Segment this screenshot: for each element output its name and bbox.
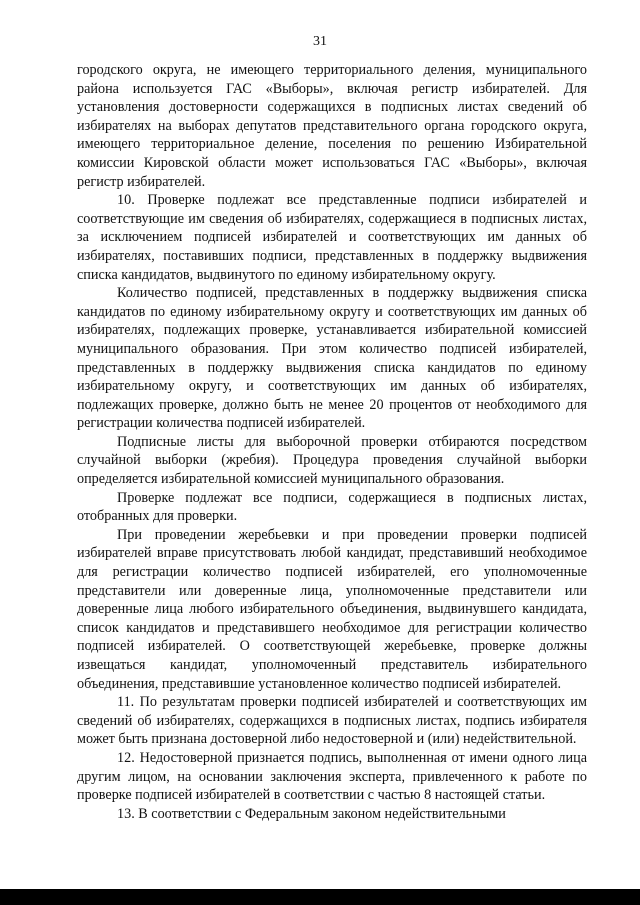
- paragraph-item-12: 12. Недостоверной признается подпись, выполненная от имени одного лица другим лицом, на основании заключения эксперта, привлеченного к работе по проверке подписей избирателей в соответствии с частью 8 настоящей статьи.: [77, 749, 587, 804]
- paragraph-item-11: 11. По результатам проверки подписей избирателей и соответствующих им сведений об избирателях, содержащихся в подписных листах, подпись избирателя может быть признана достоверной либо недостоверной и (или) недействительной.: [77, 694, 587, 748]
- paragraph-signature-count: Количество подписей, представленных в поддержку выдвижения списка кандидатов по единому избирательному округу и соответствующих им данных об избирателях, подлежащих проверке, устанавливается избирательной комиссией муниципального образования. При этом количество подписей избирателей, представленных в поддержку выдвижения списка кандидатов по единому избирательному округу, и соответствующих им данных об избирателях, подлежащих проверке, должно быть не менее 20 процентов от необходимого для регистрации количества подписей избирателей.: [77, 285, 587, 432]
- paragraph-item-10: 10. Проверке подлежат все представленные подписи избирателей и соответствующие им сведения об избирателях, содержащиеся в подписных листах, за исключением подписей избирателей и соответствующих им данных об избирателях, поставивших подписи, представленных в поддержку выдвижения списка кандидатов, выдвинутого по единому избирательному округу.: [77, 192, 587, 283]
- paragraph-all-signatures: Проверке подлежат все подписи, содержащиеся в подписных листах, отобранных для проверки.: [77, 489, 587, 525]
- paragraph-item-13: 13. В соответствии с Федеральным законом недействительными: [117, 805, 506, 822]
- paragraph-continuation: городского округа, не имеющего территориального деления, муниципального района используется ГАС «Выборы», включая регистр избирателей. Для установления достоверности содержащихся в подписных листах сведений об избирателях на выборах депутатов представительного органа городского округа, имеющего территориальное деление, поселения по решению Избирательной комиссии Кировской области может использоваться ГАС «Выборы», включая регистр избирателей.: [77, 62, 587, 190]
- paragraph-observers: При проведении жеребьевки и при проведении проверки подписей избирателей вправе присутствовать любой кандидат, представивший необходимое для регистрации количество подписей избирателей, его уполномоченные представители или доверенные лица, уполномоченные представители или доверенные лица любого избирательного объединения, выдвинувшего кандидата, список кандидатов и представившего необходимое для регистрации количество подписей избирателей. О соответствующей жеребьевке, проверке должны извещаться кандидат, уполномоченный представитель избирательного объединения, представившие установленное количество подписей избирателей.: [77, 526, 587, 692]
- document-body: [77, 61, 587, 823]
- page-number: 31: [313, 34, 327, 49]
- scan-edge-bar: [0, 889, 640, 905]
- paragraph-random-sampling: Подписные листы для выборочной проверки отбираются посредством случайной выборки (жребия). Процедура проведения случайной выборки определяется избирательной комиссией муниципального образования.: [77, 433, 587, 488]
